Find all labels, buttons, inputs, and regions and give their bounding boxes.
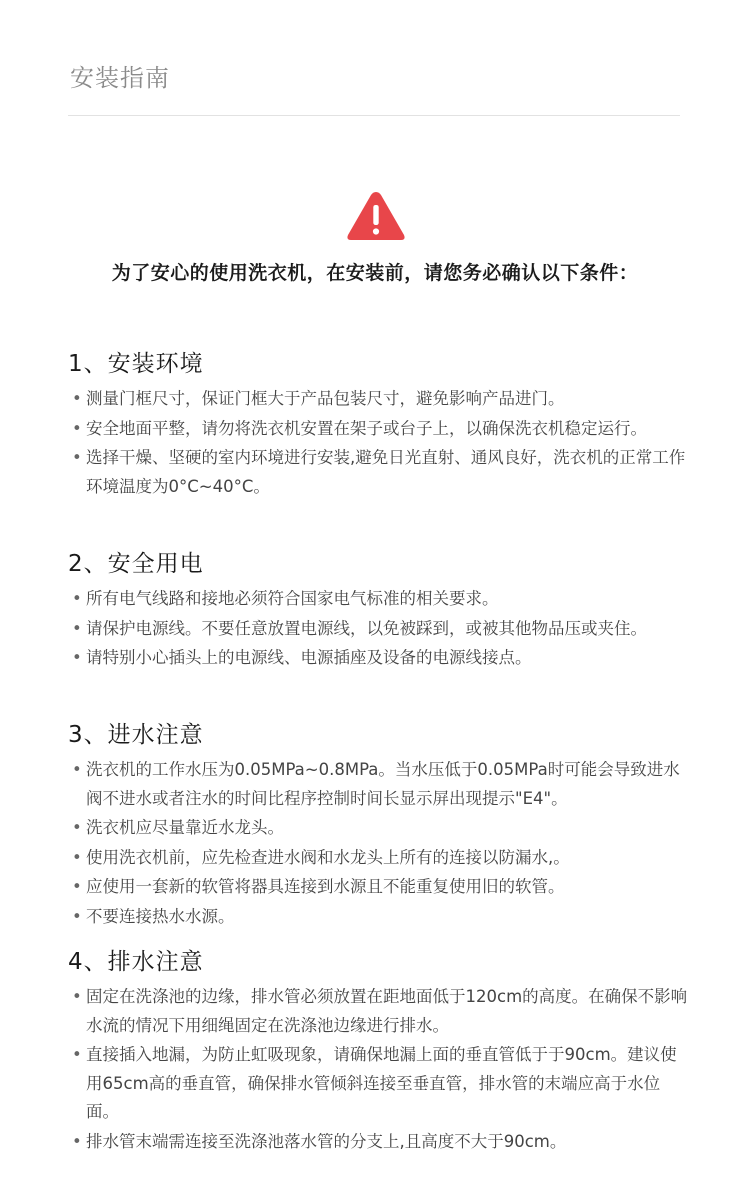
bullet: •: [72, 877, 82, 896]
section-title: 4、排水注意: [68, 949, 204, 975]
bullet: •: [72, 987, 82, 1006]
list-item: • 请保护电源线。不要任意放置电源线，以免被踩到，或被其他物品压或夹住。: [68, 615, 688, 644]
header-divider: [68, 115, 680, 116]
bullet: •: [72, 1045, 82, 1064]
section-title: 2、安全用电: [68, 551, 204, 577]
bullet: •: [72, 618, 82, 638]
bullet: •: [72, 906, 82, 926]
section-install-environment: [68, 349, 688, 502]
section-title: 3、进水注意: [68, 722, 204, 748]
warning-triangle-icon: [345, 189, 407, 243]
list-item: • 应使用一套新的软管将器具连接到水源且不能重复使用旧的软管。: [68, 873, 688, 902]
list-item: • 排水管末端需连接至洗涤池落水管的分支上,且高度不大于90cm。: [68, 1128, 688, 1157]
bullet: •: [72, 847, 82, 867]
item-list: [68, 385, 688, 501]
section-electrical-safety: [68, 549, 688, 674]
bullet: •: [72, 818, 82, 837]
page-title: 安装指南: [70, 64, 170, 92]
bullet: •: [72, 589, 82, 608]
list-item: • 所有电气线路和接地必须符合国家电气标准的相关要求。: [68, 585, 688, 614]
bullet: •: [72, 760, 82, 779]
section-title: 1、安装环境: [68, 351, 204, 377]
list-item: • 洗衣机的工作水压为0.05MPa~0.8MPa。当水压低于0.05MPa时可能会导致进水阀不进水或者注水的时间比程序控制时间长显示屏出现提示"E4"。: [68, 756, 688, 813]
bullet: •: [72, 1131, 82, 1151]
item-list: [68, 983, 688, 1156]
section-drainage: [68, 947, 688, 1157]
bullet: •: [72, 448, 82, 467]
item-list: [68, 756, 688, 931]
list-item: • 安全地面平整，请勿将洗衣机安置在架子或台子上，以确保洗衣机稳定运行。: [68, 415, 688, 444]
bullet: •: [72, 389, 82, 408]
list-item: • 请特别小心插头上的电源线、电源插座及设备的电源线接点。: [68, 644, 688, 673]
list-item: • 直接插入地漏，为防止虹吸现象，请确保地漏上面的垂直管低于于90cm。建议使用65cm高的垂直管，确保排水管倾斜连接至垂直管，排水管的末端应高于水位面。: [68, 1041, 688, 1127]
section-water-inlet: [68, 720, 688, 932]
bullet: •: [72, 648, 82, 667]
list-item: • 使用洗衣机前，应先检查进水阀和水龙头上所有的连接以防漏水,。: [68, 844, 688, 873]
safety-notice: 为了安心的使用洗衣机，在安装前，请您务必确认以下条件：: [111, 262, 639, 284]
item-list: [68, 585, 688, 673]
bullet: •: [72, 418, 82, 438]
list-item: • 测量门框尺寸，保证门框大于产品包装尺寸，避免影响产品进门。: [68, 385, 688, 414]
list-item: • 洗衣机应尽量靠近水龙头。: [68, 814, 688, 843]
list-item: • 选择干燥、坚硬的室内环境进行安装,避免日光直射、通风良好，洗衣机的正常工作环境温度为0°C~40°C。: [68, 444, 688, 501]
list-item: • 固定在洗涤池的边缘，排水管必须放置在距地面低于120cm的高度。在确保不影响水流的情况下用细绳固定在洗涤池边缘进行排水。: [68, 983, 688, 1040]
list-item: • 不要连接热水水源。: [68, 903, 688, 932]
